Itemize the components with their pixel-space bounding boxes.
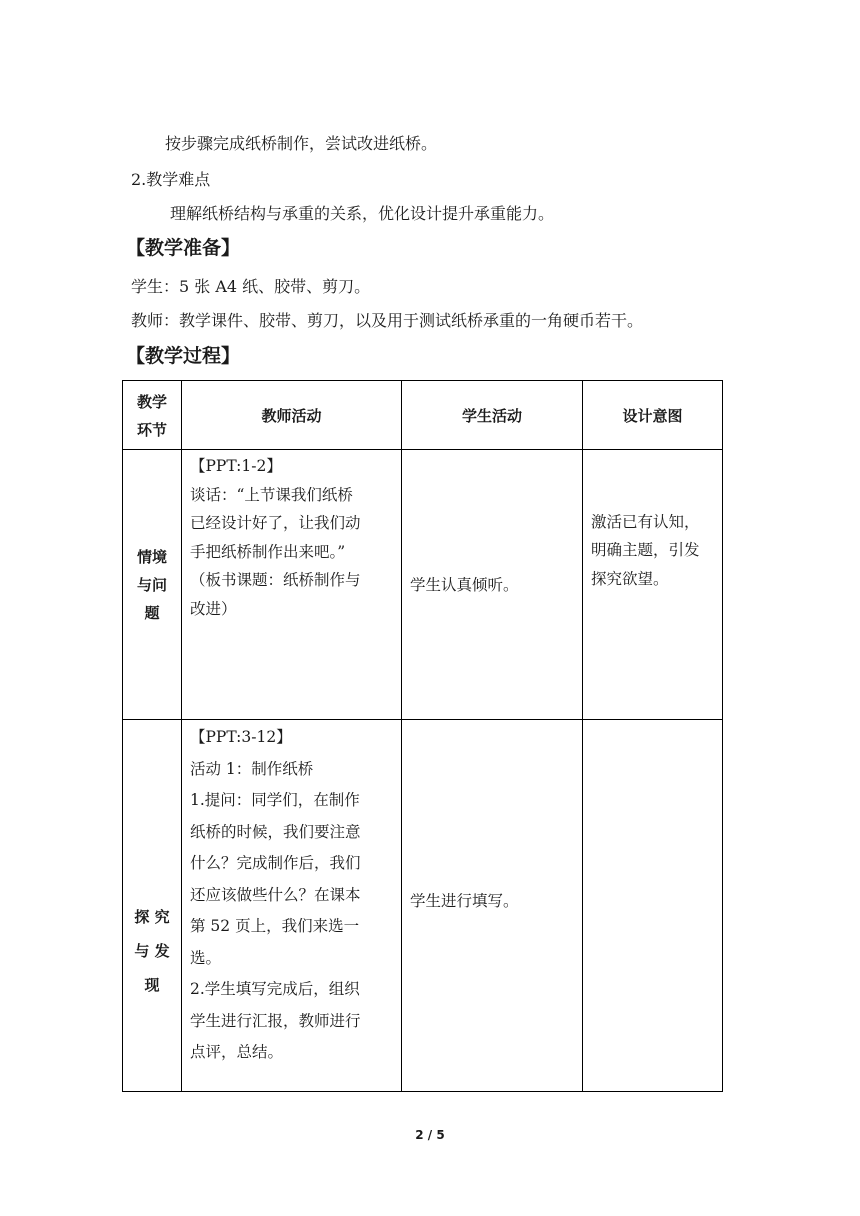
teacher-line: 手把纸桥制作出来吧。” [190, 542, 346, 561]
process-heading: 【教学过程】 [126, 345, 241, 367]
teacher-line: 点评，总结。 [190, 1043, 284, 1061]
teacher-line: 谈话：“上节课我们纸桥 [190, 485, 353, 504]
design-intent-cell [583, 450, 723, 720]
header-design-intent: 设计意图 [583, 381, 723, 450]
difficulty-text: 理解纸桥结构与承重的关系，优化设计提升承重能力。 [170, 204, 555, 223]
stage-cell [123, 720, 182, 1092]
preparation-teacher: 教师：教学课件、胶带、剪刀，以及用于测试纸桥承重的一角硬币若干。 [131, 311, 644, 330]
teacher-activity-cell [182, 720, 402, 1092]
header-student-activity: 学生活动 [402, 381, 583, 450]
intent-line: 明确主题，引发 [591, 541, 700, 560]
design-intent-cell [583, 720, 723, 1092]
stage-line: 与问 [136, 575, 167, 594]
preparation-students: 学生：5 张 A4 纸、胶带、剪刀。 [131, 277, 371, 296]
teacher-line: 已经设计好了，让我们动 [190, 514, 361, 532]
teacher-line: 什么？完成制作后，我们 [190, 854, 361, 872]
stage-cell [123, 450, 182, 720]
difficulty-title: 2.教学难点 [131, 170, 211, 189]
stage-line: 探 究 [134, 907, 170, 926]
teacher-line: 活动 1：制作纸桥 [190, 759, 314, 778]
teacher-line: 学生进行汇报，教师进行 [190, 1011, 361, 1030]
header-stage [123, 381, 182, 450]
teacher-line: 【PPT:1-2】 [190, 457, 282, 475]
teacher-line: 2.学生填写完成后，组织 [190, 980, 360, 998]
stage-line: 与 发 [134, 941, 170, 960]
teacher-line: （板书课题：纸桥制作与 [190, 571, 361, 589]
table-row [123, 720, 723, 1092]
preparation-heading: 【教学准备】 [126, 237, 241, 259]
intent-line: 激活已有认知， [591, 512, 700, 531]
teacher-line: 第 52 页上，我们来选一 [190, 917, 360, 935]
teacher-line: 纸桥的时候，我们要注意 [190, 822, 361, 841]
header-stage-line2: 环节 [136, 421, 167, 439]
teaching-process-table [122, 380, 723, 1092]
intent-line: 探究欲望。 [591, 569, 669, 588]
student-activity-cell [402, 720, 583, 1092]
teacher-line: 1.提问：同学们，在制作 [190, 791, 360, 809]
student-activity-cell [402, 450, 583, 720]
intro-line: 按步骤完成纸桥制作，尝试改进纸桥。 [165, 134, 438, 153]
student-activity-text: 学生进行填写。 [410, 892, 519, 911]
table-row [123, 450, 723, 720]
stage-line: 题 [144, 603, 160, 622]
table-header-row [123, 381, 723, 450]
teacher-line: 选。 [190, 948, 222, 967]
teacher-activity-cell [182, 450, 402, 720]
teacher-line: 改进） [190, 599, 237, 618]
teacher-line: 还应该做些什么？在课本 [190, 885, 361, 904]
header-teacher-activity: 教师活动 [182, 381, 402, 450]
teacher-line: 【PPT:3-12】 [190, 728, 292, 746]
student-activity-text: 学生认真倾听。 [410, 576, 519, 595]
header-stage-line1: 教学 [136, 393, 167, 411]
page-number: 2 / 5 [415, 1128, 445, 1142]
stage-line: 现 [144, 975, 160, 994]
stage-line: 情境 [136, 547, 167, 566]
